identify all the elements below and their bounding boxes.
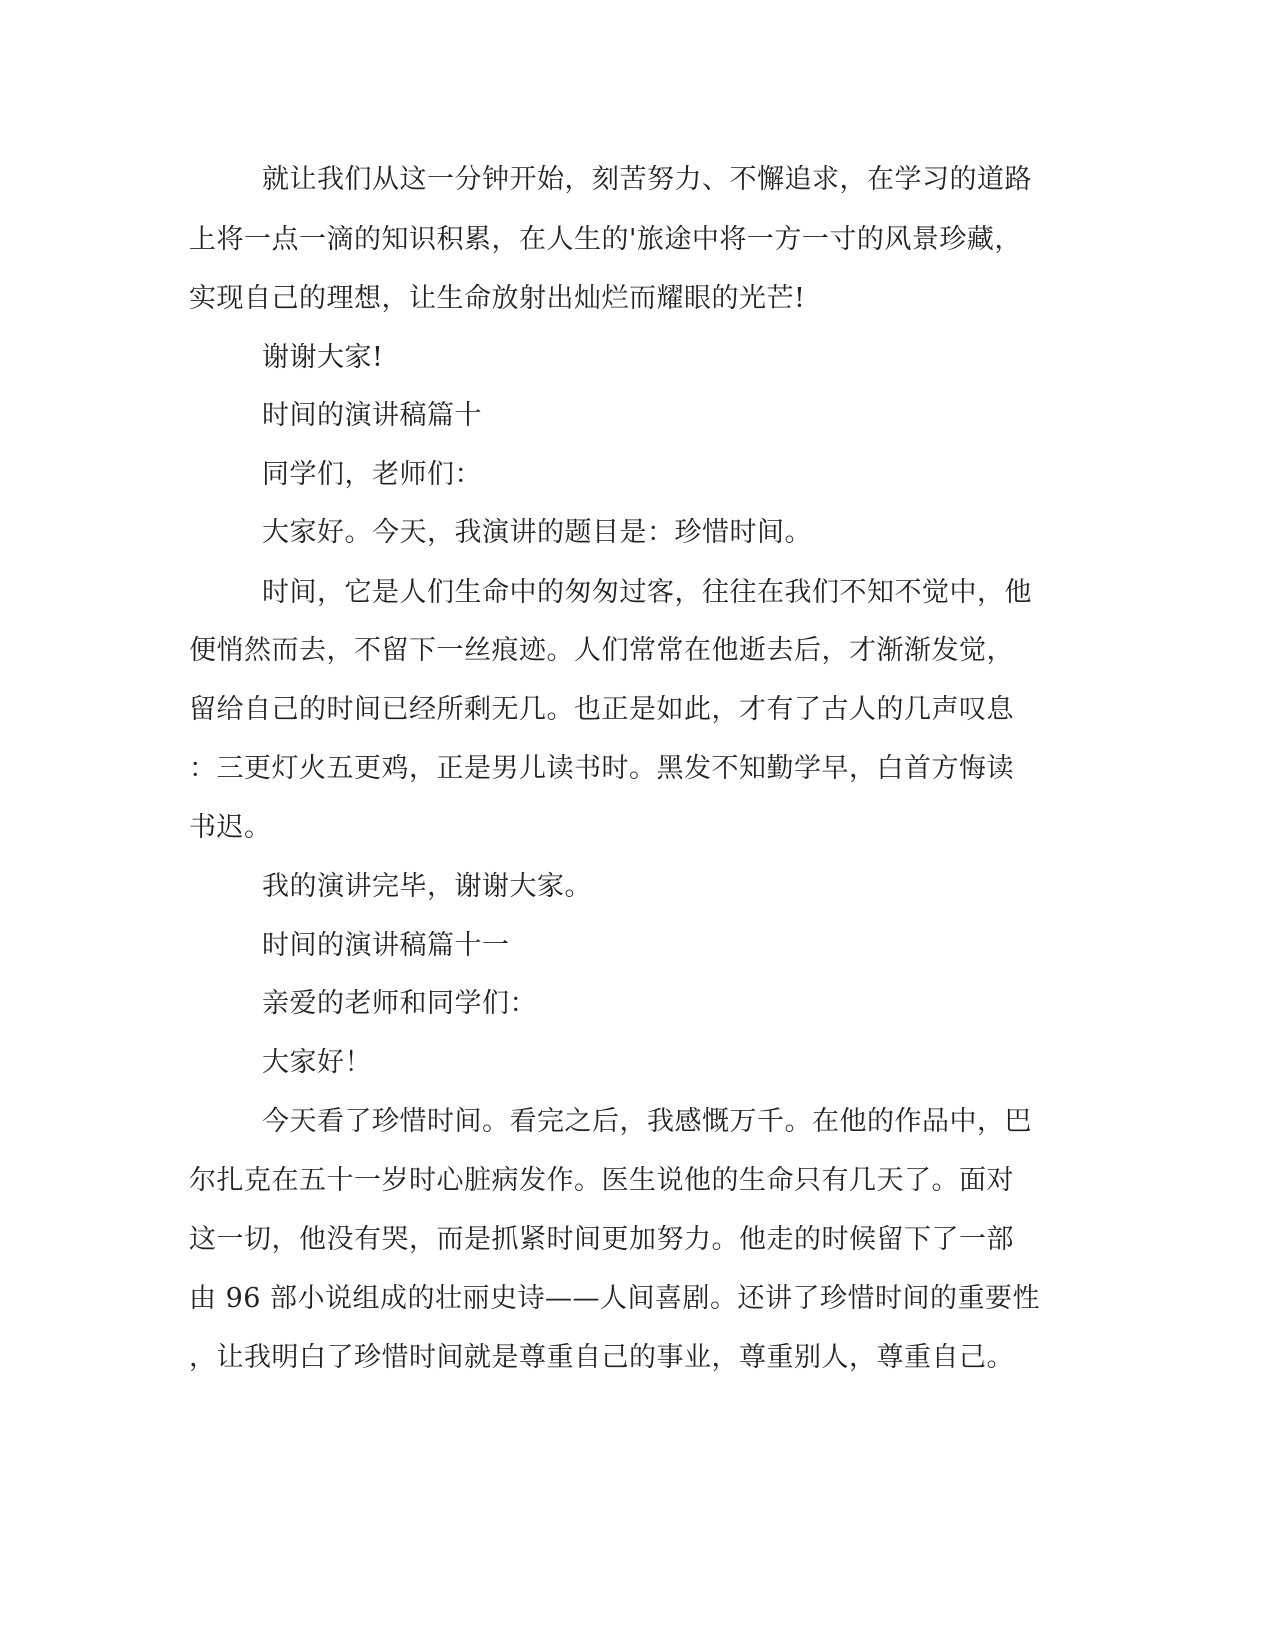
paragraph-line: ：三更灯火五更鸡，正是男儿读书时。黑发不知勤学早，白首方悔读 [189,753,1014,784]
paragraph-line: 就让我们从这一分钟开始，刻苦努力、不懈追求，在学习的道路 [262,164,1032,195]
paragraph-line: 便悄然而去，不留下一丝痕迹。人们常常在他逝去后，才渐渐发觉， [189,635,1014,666]
salutation: 亲爱的老师和同学们： [262,988,537,1019]
paragraph-line: 时间，它是人们生命中的匆匆过客，往往在我们不知不觉中，他 [262,577,1032,608]
paragraph-line: 留给自己的时间已经所剩无几。也正是如此，才有了古人的几声叹息 [189,694,1014,725]
salutation: 同学们，老师们： [262,459,482,490]
paragraph-line: 今天看了珍惜时间。看完之后，我感慨万千。在他的作品中，巴 [262,1106,1032,1137]
paragraph-line: 书迟。 [189,812,272,843]
paragraph-line: 大家好！ [262,1047,372,1078]
paragraph-line: 谢谢大家! [262,342,384,373]
paragraph-line: 尔扎克在五十一岁时心脏病发作。医生说他的生命只有几天了。面对 [189,1165,1014,1196]
paragraph-line: ，让我明白了珍惜时间就是尊重自己的事业，尊重别人，尊重自己。 [189,1342,1014,1373]
section-heading: 时间的演讲稿篇十一 [262,930,510,961]
paragraph-line: 大家好。今天，我演讲的题目是：珍惜时间。 [262,517,812,548]
section-heading: 时间的演讲稿篇十 [262,400,482,431]
paragraph-line: 这一切，他没有哭，而是抓紧时间更加努力。他走的时候留下了一部 [189,1224,1014,1255]
paragraph-line: 上将一点一滴的知识积累，在人生的'旅途中将一方一寸的风景珍藏， [189,224,1022,255]
paragraph-line: 我的演讲完毕，谢谢大家。 [262,871,592,902]
paragraph-line: 由 96 部小说组成的壮丽史诗——人间喜剧。还讲了珍惜时间的重要性 [189,1283,1041,1314]
paragraph-line: 实现自己的理想，让生命放射出灿烂而耀眼的光芒! [189,283,806,314]
